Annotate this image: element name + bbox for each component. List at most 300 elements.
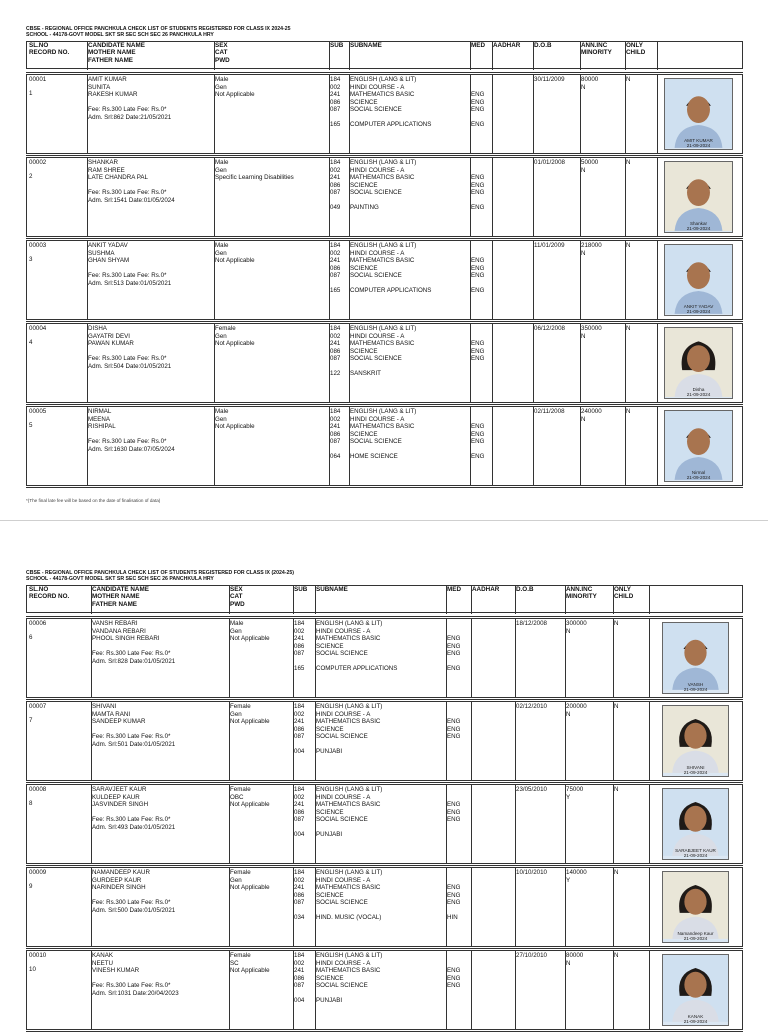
medium-values: ENG ENG ENG <box>447 718 461 740</box>
annual-income: 140000 <box>566 869 587 876</box>
header-divider <box>492 42 493 70</box>
header-divider <box>329 42 330 70</box>
header-divider <box>349 42 350 70</box>
record-spacer <box>26 865 743 866</box>
photo-caption: Shankar 21-09-2024 <box>686 221 711 231</box>
header-divider <box>315 586 316 614</box>
fee-info: Fee: Rs.300 Late Fee: Rs.0* <box>92 982 171 989</box>
admission-info: Adm. Srl:862 Date:21/05/2021 <box>88 113 172 121</box>
pwd-value: Not Applicable <box>215 423 255 430</box>
only-child-flag: N <box>614 869 619 876</box>
category-value: Gen <box>215 166 227 174</box>
header-divider <box>533 42 534 70</box>
record-spacer <box>26 782 743 783</box>
category-value: Gen <box>215 83 227 91</box>
student-record <box>26 950 743 1030</box>
header-anninc: ANN.INC MINORITY <box>581 42 612 57</box>
portrait-image <box>663 955 728 1022</box>
page-separator <box>0 520 768 521</box>
header-divider <box>470 42 471 70</box>
only-child-flag: N <box>614 703 619 710</box>
student-photo <box>662 954 729 1026</box>
mother-name: RAM SHREE <box>88 166 125 174</box>
page-2-school: SCHOOL - 44178-GOVT MODEL SKT SR SEC SCH SEC 26 PANCHKULA HRY <box>26 576 214 582</box>
page-1-title: CBSE - REGIONAL OFFICE PANCHKULA CHECK LIST OF STUDENTS REGISTERED FOR CLASS IX 2024-25 <box>26 26 291 32</box>
sex-value: Male <box>215 242 229 249</box>
record-number: 00006 <box>29 620 47 627</box>
subject-codes: 184 002 241 086 087 004 <box>294 952 305 1004</box>
subject-names: ENGLISH (LANG & LIT) HINDI COURSE - A MATHEMATICS BASIC SCIENCE SOCIAL SCIENCE COMPUTER APPLICATIONS <box>350 76 432 128</box>
column-divider <box>471 702 472 780</box>
header-spacer <box>26 616 743 617</box>
record-number: 00008 <box>29 786 47 793</box>
date-of-birth: 02/12/2010 <box>516 703 547 710</box>
sex-value: Male <box>215 159 229 166</box>
medium-values: ENG ENG ENG ENG <box>471 423 485 460</box>
record-spacer <box>26 404 743 405</box>
father-name: RISHIPAL <box>88 423 116 430</box>
column-divider <box>613 619 614 697</box>
header-slno: SL.NO RECORD NO. <box>29 586 70 601</box>
candidate-name: ANKIT YADAV <box>88 242 128 249</box>
date-of-birth: 02/11/2008 <box>534 408 565 415</box>
subject-names: ENGLISH (LANG & LIT) HINDI COURSE - A MATHEMATICS BASIC SCIENCE SOCIAL SCIENCE COMPUTER APPLICATIONS <box>350 242 432 294</box>
mother-name: GAYATRI DEVI <box>88 332 130 340</box>
sex-value: Male <box>230 620 244 627</box>
pwd-value: Not Applicable <box>215 340 255 347</box>
photo-caption: Nirmal 21-09-2024 <box>686 470 711 480</box>
record-number: 00005 <box>29 408 47 415</box>
column-divider <box>492 324 493 402</box>
subject-codes: 184 002 241 086 087 165 <box>294 620 305 672</box>
subject-codes: 184 002 241 086 087 165 <box>330 76 341 128</box>
category-value: Gen <box>230 876 242 884</box>
minority-flag: N <box>566 627 571 635</box>
annual-income: 200000 <box>566 703 587 710</box>
category-value: Gen <box>215 332 227 340</box>
mother-name: VANDANA REBARI <box>92 627 146 635</box>
date-of-birth: 06/12/2008 <box>534 325 565 332</box>
candidate-name: NAMANDEEP KAUR <box>92 869 150 876</box>
date-of-birth: 11/01/2009 <box>534 242 565 249</box>
column-divider <box>492 241 493 319</box>
column-divider <box>492 75 493 153</box>
candidate-name: SARAVJEET KAUR <box>92 786 147 793</box>
column-divider <box>515 702 516 780</box>
sex-value: Male <box>215 76 229 83</box>
student-photo <box>662 622 729 694</box>
column-divider <box>471 619 472 697</box>
father-name: VINESH KUMAR <box>92 967 140 974</box>
only-child-flag: N <box>626 408 631 415</box>
column-divider <box>649 785 650 863</box>
pwd-value: Not Applicable <box>230 718 270 725</box>
student-record <box>26 701 743 781</box>
pwd-value: Not Applicable <box>230 635 270 642</box>
header-sex: SEX CAT PWD <box>215 42 230 64</box>
column-divider <box>533 75 534 153</box>
admission-info: Adm. Srl:504 Date:01/05/2021 <box>88 362 172 370</box>
sex-value: Female <box>230 703 251 710</box>
candidate-name: SHANKAR <box>88 159 118 166</box>
portrait-image <box>663 789 728 856</box>
column-divider <box>649 951 650 1029</box>
column-divider <box>471 785 472 863</box>
only-child-flag: N <box>614 620 619 627</box>
annual-income: 218000 <box>581 242 602 249</box>
header-divider <box>625 42 626 70</box>
record-spacer <box>26 155 743 156</box>
column-divider <box>649 619 650 697</box>
father-name: SANDEEP KUMAR <box>92 718 146 725</box>
annual-income: 240000 <box>581 408 602 415</box>
column-divider <box>657 241 658 319</box>
table-header <box>26 585 743 613</box>
medium-values: ENG ENG ENG ENG <box>471 91 485 128</box>
fee-info: Fee: Rs.300 Late Fee: Rs.0* <box>92 733 171 740</box>
header-subname: SUBNAME <box>316 586 348 593</box>
fee-info: Fee: Rs.300 Late Fee: Rs.0* <box>88 272 167 279</box>
student-record <box>26 406 743 486</box>
minority-flag: N <box>581 415 586 423</box>
subject-names: ENGLISH (LANG & LIT) HINDI COURSE - A MATHEMATICS BASIC SCIENCE SOCIAL SCIENCE PUNJABI <box>316 786 383 838</box>
category-value: Gen <box>230 710 242 718</box>
student-photo <box>664 161 733 233</box>
subject-names: ENGLISH (LANG & LIT) HINDI COURSE - A MATHEMATICS BASIC SCIENCE SOCIAL SCIENCE COMPUTER APPLICATIONS <box>316 620 398 672</box>
subject-names: ENGLISH (LANG & LIT) HINDI COURSE - A MATHEMATICS BASIC SCIENCE SOCIAL SCIENCE HIND. MUSIC (VOCAL) <box>316 869 383 921</box>
subject-names: ENGLISH (LANG & LIT) HINDI COURSE - A MATHEMATICS BASIC SCIENCE SOCIAL SCIENCE HOME SCIENCE <box>350 408 417 460</box>
date-of-birth: 30/11/2009 <box>534 76 565 83</box>
serial-number: 5 <box>29 422 33 429</box>
annual-income: 80000 <box>566 952 584 959</box>
header-divider <box>657 42 658 70</box>
serial-number: 4 <box>29 339 33 346</box>
page-2-title: CBSE - REGIONAL OFFICE PANCHKULA CHECK LIST OF STUDENTS REGISTERED FOR CLASS IX (2024-25) <box>26 570 294 576</box>
header-slno: SL.NO RECORD NO. <box>29 42 70 57</box>
header-sub: SUB <box>294 586 308 593</box>
minority-flag: N <box>581 83 586 91</box>
admission-info: Adm. Srl:1031 Date:20/04/2023 <box>92 989 179 997</box>
student-record <box>26 784 743 864</box>
mother-name: KULDEEP KAUR <box>92 793 140 801</box>
mother-name: NEETU <box>92 959 113 967</box>
candidate-name: KANAK <box>92 952 113 959</box>
admission-info: Adm. Srl:1630 Date:07/05/2024 <box>88 445 175 453</box>
header-divider <box>515 586 516 614</box>
category-value: Gen <box>215 415 227 423</box>
sex-value: Female <box>230 786 251 793</box>
serial-number: 9 <box>29 883 33 890</box>
photo-caption: Disha 21-09-2024 <box>686 387 711 397</box>
photo-caption: SARABJEET KAUR 21-09-2024 <box>675 848 716 858</box>
minority-flag: N <box>581 166 586 174</box>
serial-number: 2 <box>29 173 33 180</box>
header-dob: D.O.B <box>534 42 552 49</box>
column-divider <box>533 241 534 319</box>
sex-value: Female <box>230 869 251 876</box>
column-divider <box>613 951 614 1029</box>
column-divider <box>533 158 534 236</box>
header-only: ONLY CHILD <box>614 586 634 601</box>
header-divider <box>87 42 88 70</box>
header-subname: SUBNAME <box>350 42 382 49</box>
portrait-image <box>663 623 728 690</box>
minority-flag: N <box>581 249 586 257</box>
column-divider <box>613 868 614 946</box>
fee-info: Fee: Rs.300 Late Fee: Rs.0* <box>88 189 167 196</box>
record-spacer <box>26 699 743 700</box>
column-divider <box>625 407 626 485</box>
header-med: MED <box>471 42 485 49</box>
record-spacer <box>26 321 743 322</box>
minority-flag: Y <box>566 876 571 884</box>
photo-caption: SHIVANI 21-09-2024 <box>683 765 708 775</box>
subject-codes: 184 002 241 086 087 049 <box>330 159 341 211</box>
medium-values: ENG ENG ENG <box>447 801 461 823</box>
portrait-image <box>663 872 728 939</box>
category-value: OBC <box>230 793 244 801</box>
only-child-flag: N <box>626 76 631 83</box>
admission-info: Adm. Srl:493 Date:01/05/2021 <box>92 823 176 831</box>
header-divider <box>229 586 230 614</box>
date-of-birth: 10/10/2010 <box>516 869 547 876</box>
column-divider <box>625 241 626 319</box>
fee-info: Fee: Rs.300 Late Fee: Rs.0* <box>88 438 167 445</box>
photo-caption: ANKIT YADAV 21-09-2024 <box>683 304 714 314</box>
column-divider <box>657 158 658 236</box>
subject-codes: 184 002 241 086 087 122 <box>330 325 341 377</box>
header-divider <box>649 586 650 614</box>
subject-codes: 184 002 241 086 087 165 <box>330 242 341 294</box>
header-med: MED <box>447 586 461 593</box>
column-divider <box>625 75 626 153</box>
father-name: NARINDER SINGH <box>92 884 146 891</box>
student-photo <box>664 244 733 316</box>
subject-names: ENGLISH (LANG & LIT) HINDI COURSE - A MATHEMATICS BASIC SCIENCE SOCIAL SCIENCE PUNJABI <box>316 952 383 1004</box>
annual-income: 300000 <box>566 620 587 627</box>
father-name: PAWAN KUMAR <box>88 340 134 347</box>
header-spacer <box>26 72 743 73</box>
portrait-image <box>663 706 728 773</box>
only-child-flag: N <box>626 325 631 332</box>
student-record <box>26 240 743 320</box>
mother-name: SUSHMA <box>88 249 115 257</box>
photo-caption: KANAK 21-09-2024 <box>683 1014 708 1024</box>
subject-names: ENGLISH (LANG & LIT) HINDI COURSE - A MATHEMATICS BASIC SCIENCE SOCIAL SCIENCE PUNJABI <box>316 703 383 755</box>
father-name: GHAN SHYAM <box>88 257 130 264</box>
medium-values: ENG ENG ENG <box>447 967 461 989</box>
column-divider <box>649 702 650 780</box>
subject-names: ENGLISH (LANG & LIT) HINDI COURSE - A MATHEMATICS BASIC SCIENCE SOCIAL SCIENCE PAINTING <box>350 159 417 211</box>
fee-info: Fee: Rs.300 Late Fee: Rs.0* <box>92 650 171 657</box>
admission-info: Adm. Srl:501 Date:01/05/2021 <box>92 740 176 748</box>
page-1-table <box>26 41 743 493</box>
serial-number: 10 <box>29 966 36 973</box>
column-divider <box>657 75 658 153</box>
only-child-flag: N <box>626 159 631 166</box>
subject-names: ENGLISH (LANG & LIT) HINDI COURSE - A MATHEMATICS BASIC SCIENCE SOCIAL SCIENCE SANSKRIT <box>350 325 417 377</box>
father-name: LATE CHANDRA PAL <box>88 174 148 181</box>
column-divider <box>613 785 614 863</box>
admission-info: Adm. Srl:1541 Date:01/05/2024 <box>88 196 175 204</box>
column-divider <box>533 407 534 485</box>
student-photo <box>662 705 729 777</box>
only-child-flag: N <box>614 952 619 959</box>
column-divider <box>533 324 534 402</box>
photo-caption: VANSH 21-09-2024 <box>683 682 708 692</box>
serial-number: 6 <box>29 634 33 641</box>
date-of-birth: 18/12/2008 <box>516 620 547 627</box>
table-header <box>26 41 743 69</box>
category-value: SC <box>230 959 239 967</box>
page-2-table <box>26 585 743 1024</box>
serial-number: 7 <box>29 717 33 724</box>
header-divider <box>471 586 472 614</box>
header-divider <box>565 586 566 614</box>
pwd-value: Not Applicable <box>215 257 255 264</box>
record-number: 00007 <box>29 703 47 710</box>
mother-name: MEENA <box>88 415 111 423</box>
column-divider <box>515 951 516 1029</box>
column-divider <box>625 158 626 236</box>
medium-values: ENG ENG ENG ENG <box>471 174 485 211</box>
column-divider <box>649 868 650 946</box>
record-number: 00004 <box>29 325 47 332</box>
candidate-name: NIRMAL <box>88 408 112 415</box>
header-divider <box>293 586 294 614</box>
column-divider <box>515 619 516 697</box>
header-sex: SEX CAT PWD <box>230 586 245 608</box>
record-number: 00003 <box>29 242 47 249</box>
column-divider <box>471 868 472 946</box>
subject-codes: 184 002 241 086 087 034 <box>294 869 305 921</box>
medium-values: ENG ENG ENG ENG <box>447 635 461 672</box>
header-aadhar: AADHAR <box>472 586 500 593</box>
sex-value: Male <box>215 408 229 415</box>
record-number: 00010 <box>29 952 47 959</box>
pwd-value: Specific Learning Disabilities <box>215 174 294 181</box>
student-photo <box>664 327 733 399</box>
student-photo <box>662 788 729 860</box>
serial-number: 3 <box>29 256 33 263</box>
fee-info: Fee: Rs.300 Late Fee: Rs.0* <box>88 106 167 113</box>
header-divider <box>91 586 92 614</box>
pwd-value: Not Applicable <box>230 967 270 974</box>
header-divider <box>580 42 581 70</box>
record-spacer <box>26 487 743 488</box>
minority-flag: N <box>581 332 586 340</box>
header-only: ONLY CHILD <box>626 42 646 57</box>
annual-income: 80000 <box>581 76 599 83</box>
pwd-value: Not Applicable <box>215 91 255 98</box>
subject-codes: 184 002 241 086 087 004 <box>294 786 305 838</box>
header-divider <box>214 42 215 70</box>
record-number: 00001 <box>29 76 47 83</box>
date-of-birth: 01/01/2008 <box>534 159 565 166</box>
header-aadhar: AADHAR <box>493 42 521 49</box>
father-name: RAKESH KUMAR <box>88 91 138 98</box>
mother-name: SUNITA <box>88 83 111 91</box>
medium-values: ENG ENG ENG HIN <box>447 884 461 921</box>
annual-income: 75000 <box>566 786 584 793</box>
candidate-name: DISHA <box>88 325 107 332</box>
page-1-school: SCHOOL - 44178-GOVT MODEL SKT SR SEC SCH SEC 26 PANCHKULA HRY <box>26 32 214 38</box>
column-divider <box>515 785 516 863</box>
student-photo <box>664 410 733 482</box>
header-sub: SUB <box>330 42 344 49</box>
pwd-value: Not Applicable <box>230 801 270 808</box>
photo-caption: AMIT KUMAR 21-09-2024 <box>684 138 713 148</box>
medium-values: ENG ENG ENG <box>471 340 485 362</box>
fee-info: Fee: Rs.300 Late Fee: Rs.0* <box>88 355 167 362</box>
candidate-name: AMIT KUMAR <box>88 76 127 83</box>
mother-name: GURDEEP KAUR <box>92 876 142 884</box>
candidate-name: VANSH REBARI <box>92 620 138 627</box>
column-divider <box>492 158 493 236</box>
minority-flag: N <box>566 959 571 967</box>
header-candidate: CANDIDATE NAME MOTHER NAME FATHER NAME <box>88 42 145 64</box>
annual-income: 50000 <box>581 159 599 166</box>
sex-value: Female <box>215 325 236 332</box>
record-number: 00009 <box>29 869 47 876</box>
header-divider <box>446 586 447 614</box>
header-anninc: ANN.INC MINORITY <box>566 586 597 601</box>
date-of-birth: 23/05/2010 <box>516 786 547 793</box>
only-child-flag: N <box>614 786 619 793</box>
page-1-footnote: *(The final late fee will be based on the date of finalisation of data) <box>26 498 161 503</box>
serial-number: 1 <box>29 90 33 97</box>
fee-info: Fee: Rs.300 Late Fee: Rs.0* <box>92 899 171 906</box>
student-record <box>26 74 743 154</box>
only-child-flag: N <box>626 242 631 249</box>
mother-name: MAMTA RANI <box>92 710 131 718</box>
sex-value: Female <box>230 952 251 959</box>
pwd-value: Not Applicable <box>230 884 270 891</box>
subject-codes: 184 002 241 086 087 064 <box>330 408 341 460</box>
annual-income: 350000 <box>581 325 602 332</box>
record-number: 00002 <box>29 159 47 166</box>
student-record <box>26 323 743 403</box>
student-record <box>26 867 743 947</box>
admission-info: Adm. Srl:828 Date:01/05/2021 <box>92 657 176 665</box>
category-value: Gen <box>230 627 242 635</box>
record-spacer <box>26 948 743 949</box>
photo-caption: Namandeep Kaur 21-09-2024 <box>677 931 714 941</box>
date-of-birth: 27/10/2010 <box>516 952 547 959</box>
candidate-name: SHIVANI <box>92 703 117 710</box>
column-divider <box>515 868 516 946</box>
record-spacer <box>26 238 743 239</box>
minority-flag: Y <box>566 793 571 801</box>
category-value: Gen <box>215 249 227 257</box>
admission-info: Adm. Srl:513 Date:01/05/2021 <box>88 279 172 287</box>
student-photo <box>662 871 729 943</box>
admission-info: Adm. Srl:500 Date:01/05/2021 <box>92 906 176 914</box>
header-candidate: CANDIDATE NAME MOTHER NAME FATHER NAME <box>92 586 149 608</box>
column-divider <box>471 951 472 1029</box>
column-divider <box>657 407 658 485</box>
serial-number: 8 <box>29 800 33 807</box>
subject-codes: 184 002 241 086 087 004 <box>294 703 305 755</box>
fee-info: Fee: Rs.300 Late Fee: Rs.0* <box>92 816 171 823</box>
header-dob: D.O.B <box>516 586 534 593</box>
column-divider <box>492 407 493 485</box>
column-divider <box>657 324 658 402</box>
student-record <box>26 618 743 698</box>
student-record <box>26 157 743 237</box>
father-name: JASVINDER SINGH <box>92 801 149 808</box>
father-name: PHOOL SINGH REBARI <box>92 635 160 642</box>
